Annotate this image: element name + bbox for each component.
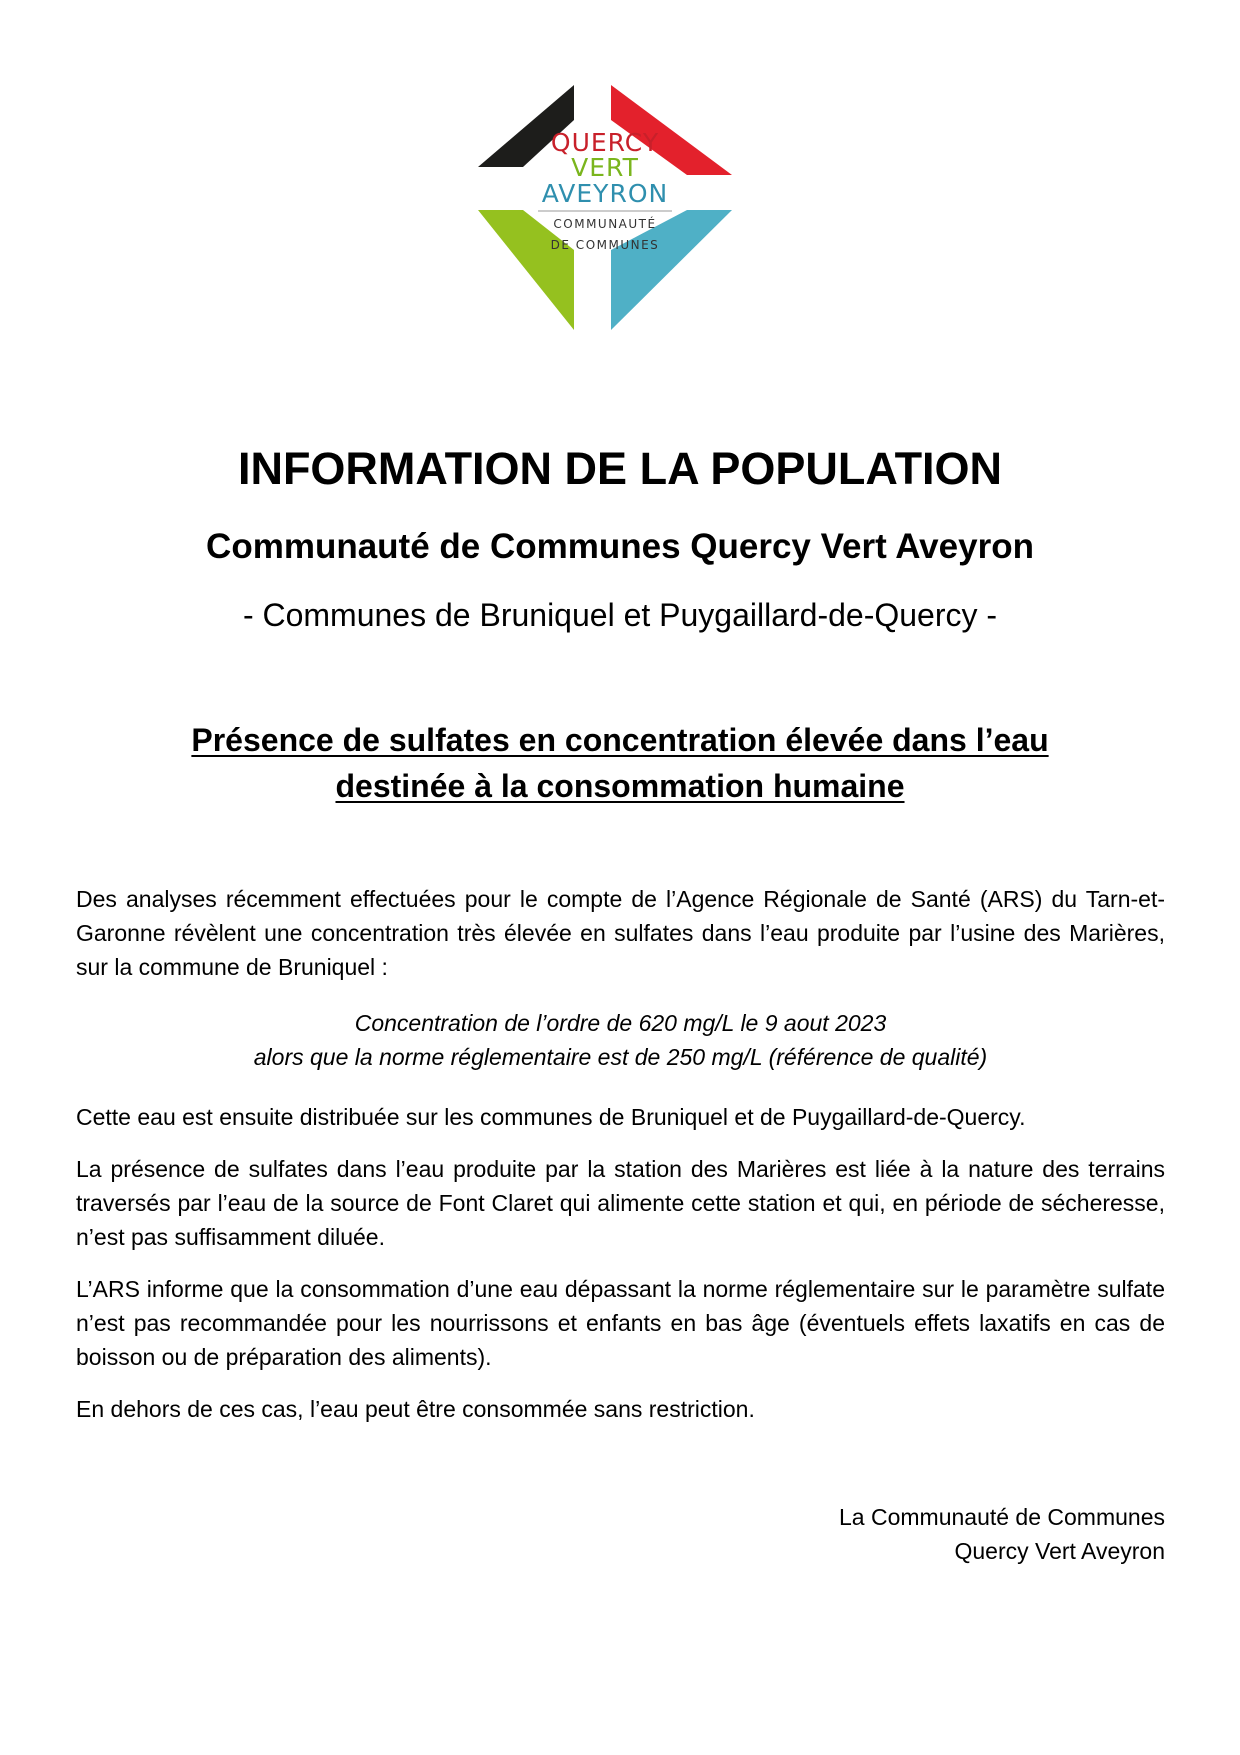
paragraph-ars-advice: L’ARS informe que la consommation d’une eau dépassant la norme réglementaire sur le paramètre sulfate n’est pas recommandée pour les nourrissons et enfants en bas âge (éventuels effets laxatifs en cas de boisson ou de préparation des aliments). (76, 1276, 1165, 1370)
quote-line-2: alors que la norme réglementaire est de 250 mg/L (référence de qualité) (253, 1044, 988, 1070)
signature-block (839, 1500, 1165, 1568)
logo-word-vert: VERT (571, 153, 639, 182)
quercy-vert-aveyron-logo (478, 85, 732, 330)
paragraph-distribution: Cette eau est ensuite distribuée sur les communes de Bruniquel et de Puygaillard-de-Quercy. (76, 1104, 1026, 1130)
notice-body (76, 882, 1165, 1444)
quote-line-1: Concentration de l’ordre de 620 mg/L le 9 aout 2023 (354, 1010, 887, 1036)
logo-word-aveyron: AVEYRON (541, 179, 669, 208)
paragraph-origin: La présence de sulfates dans l’eau produite par la station des Marières est liée à la nature des terrains traversés par l’eau de la source de Font Claret qui alimente cette station et qui, en période de sécheresse, n’est pas suffisamment diluée. (76, 1156, 1165, 1250)
paragraph-analyses: Des analyses récemment effectuées pour le compte de l’Agence Régionale de Santé (ARS) du Tarn-et-Garonne révèlent une concentration très élevée en sulfates dans l’eau produite par l’usine des Marières, sur la commune de Bruniquel : (76, 886, 1165, 980)
notice-headline (0, 717, 1240, 809)
signature-line-2: Quercy Vert Aveyron (954, 1538, 1165, 1564)
paragraph-no-restriction: En dehors de ces cas, l’eau peut être consommée sans restriction. (76, 1396, 755, 1422)
headline-line-2: destinée à la consommation humaine (335, 768, 905, 804)
concentration-quote (76, 1006, 1165, 1074)
logo-word-quercy: QUERCY (550, 128, 660, 157)
headline-line-1: Présence de sulfates en concentration élevée dans l’eau (191, 722, 1049, 758)
logo-sub-communaute: COMMUNAUTÉ (553, 217, 657, 231)
page-title: INFORMATION DE LA POPULATION (237, 443, 1003, 494)
communes-subtitle: - Communes de Bruniquel et Puygaillard-de-Quercy - (242, 597, 998, 633)
signature-line-1: La Communauté de Communes (839, 1504, 1165, 1530)
logo-sub-communes: DE COMMUNES (550, 238, 660, 252)
organization-name: Communauté de Communes Quercy Vert Aveyron (206, 527, 1034, 566)
